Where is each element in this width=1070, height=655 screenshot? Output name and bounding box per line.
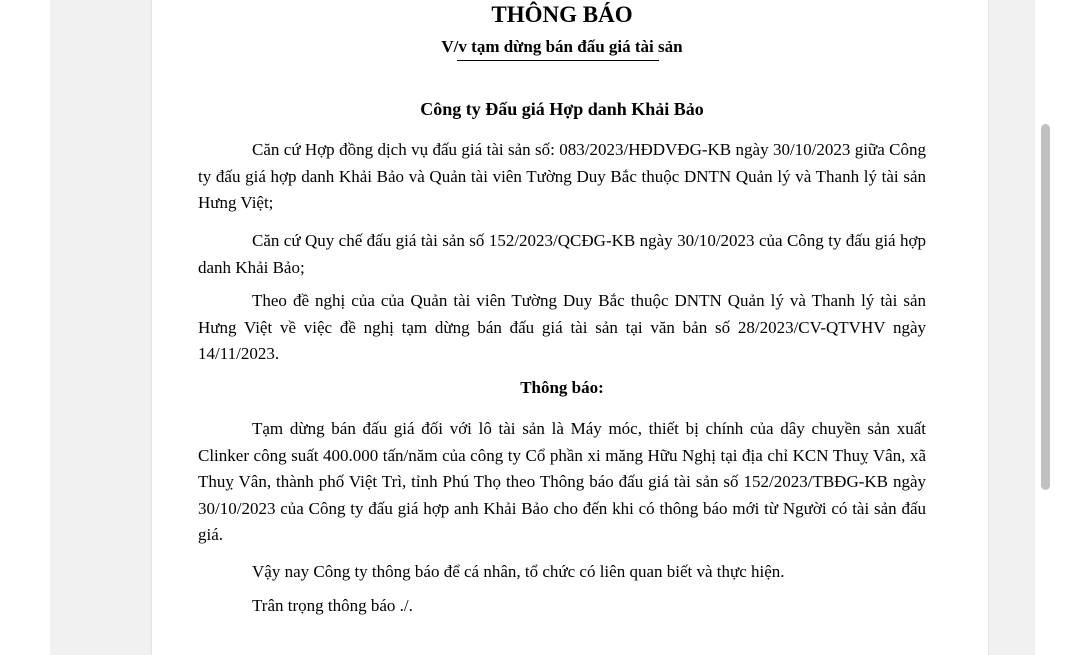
paragraph-regulation-basis: Căn cứ Quy chế đấu giá tài sản số 152/2023/QCĐG-KB ngày 30/10/2023 của Công ty đấu giá hợp danh Khải Bảo;: [198, 231, 926, 277]
scrollbar-thumb[interactable]: [1041, 124, 1050, 490]
paragraph-closing: Trân trọng thông báo ./.: [252, 596, 413, 615]
notice-heading: Thông báo:: [520, 378, 604, 397]
document-page: [152, 0, 988, 655]
document-title: THÔNG BÁO: [491, 2, 633, 27]
viewer-gutter-left: [50, 0, 152, 655]
viewer-gutter-right: [988, 0, 1035, 655]
document-subject: V/v tạm dừng bán đấu giá tài sản: [441, 37, 683, 56]
paragraph-suspension-notice: Tạm dừng bán đấu giá đối với lô tài sản là Máy móc, thiết bị chính của dây chuyền sản xuất Clinker công suất 400.000 tấn/năm của công ty Cổ phần xi măng Hữu Nghị tại địa chỉ KCN Thuỵ Vân, xã Thuỵ Vân, thành phố Việt Trì, tỉnh Phú Thọ theo Thông báo đấu giá tài sản số 152/2023/TBĐG-KB ngày 30/10/2023 của Công ty đấu giá hợp anh Khải Bảo cho đến khi có thông báo mới từ Người có tài sản đấu giá.: [198, 419, 926, 544]
subject-underline: [457, 60, 659, 61]
paragraph-request-basis: Theo đề nghị của của Quản tài viên Tường Duy Bắc thuộc DNTN Quản lý và Thanh lý tài sản Hưng Việt về việc đề nghị tạm dừng bán đấu giá tài sản tại văn bản số 28/2023/CV-QTVHV ngày 14/11/2023.: [198, 291, 926, 363]
paragraph-contract-basis: Căn cứ Hợp đồng dịch vụ đấu giá tài sản số: 083/2023/HĐDVĐG-KB ngày 30/10/2023 giữa Công ty đấu giá hợp danh Khải Bảo và Quản tài viên Tường Duy Bắc thuộc DNTN Quản lý và Thanh lý tài sản Hưng Việt;: [198, 140, 926, 212]
company-name: Công ty Đấu giá Hợp danh Khải Bảo: [420, 99, 704, 119]
paragraph-announcement: Vậy nay Công ty thông báo để cá nhân, tổ chức có liên quan biết và thực hiện.: [252, 562, 785, 581]
